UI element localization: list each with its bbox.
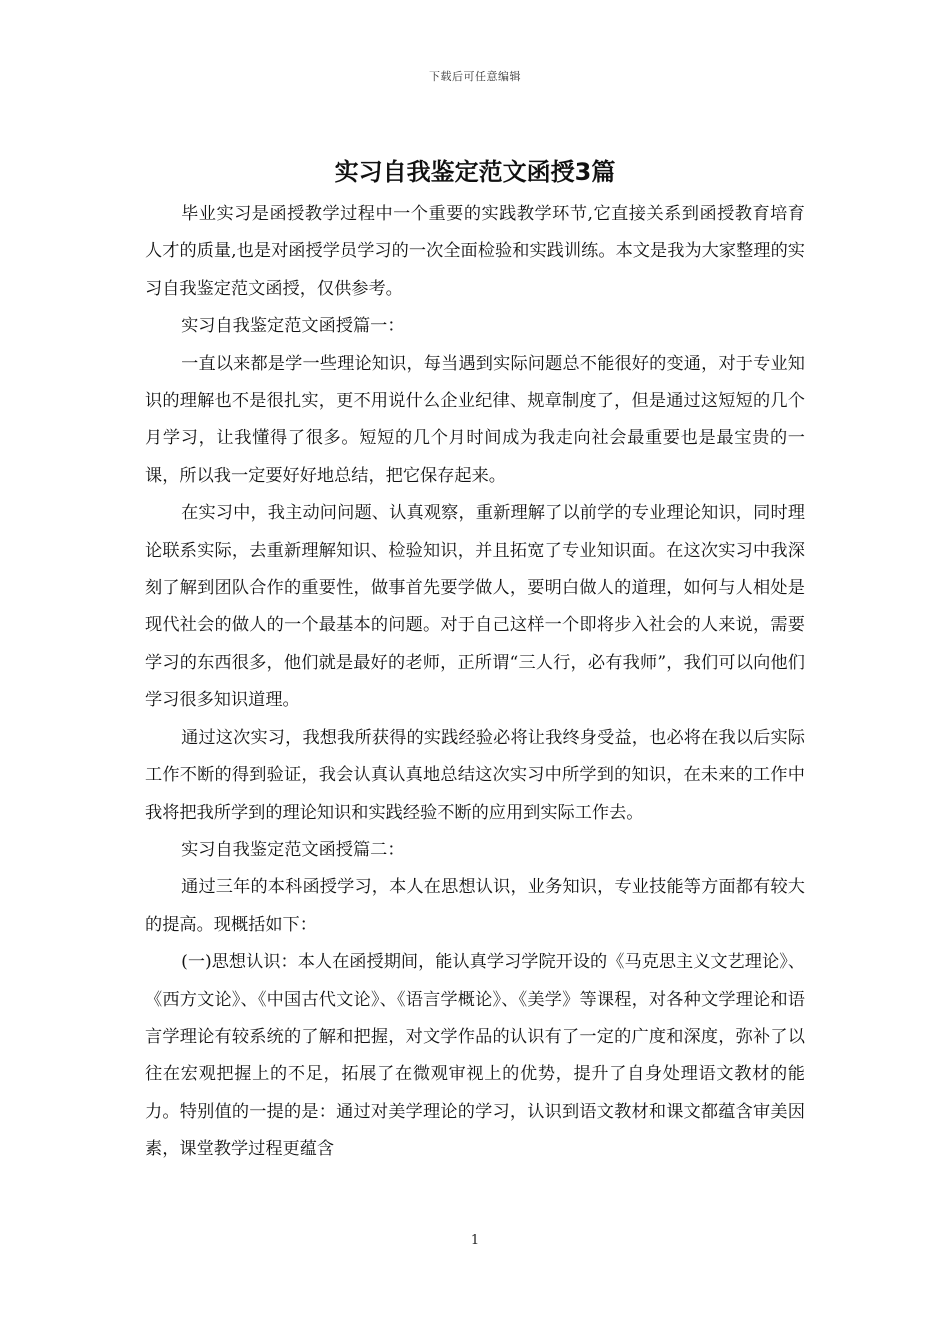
paragraph-intro: 毕业实习是函授教学过程中一个重要的实践教学环节,它直接关系到函授教育培育人才的质量,也是对函授学员学习的一次全面检验和实践训练。本文是我为大家整理的实习自我鉴定范文函授，仅供参考。 — [145, 204, 805, 299]
header-note: 下载后可任意编辑 — [429, 70, 521, 83]
paragraph: 在实习中，我主动问问题、认真观察，重新理解了以前学的专业理论知识，同时理论联系实际，去重新理解知识、检验知识，并且拓宽了专业知识面。在这次实习中我深刻了解到团队合作的重要性，做事首先要学做人，要明白做人的道理，如何与人相处是现代社会的做人的一个最基本的问题。对于自己这样一个即将步入社会的人来说，需要学习的东西很多，他们就是最好的老师，正所谓“三人行，必有我师”，我们可以向他们学习很多知识道理。 — [145, 503, 805, 711]
page-number: 1 — [470, 1233, 480, 1248]
section-heading-1: 实习自我鉴定范文函授篇一： — [181, 316, 405, 337]
paragraph: 一直以来都是学一些理论知识，每当遇到实际问题总不能很好的变通，对于专业知识的理解也不是很扎实，更不用说什么企业纪律、规章制度了，但是通过这短短的几个月学习，让我懂得了很多。短短的几个月时间成为我走向社会最重要也是最宝贵的一课，所以我一定要好好地总结，把它保存起来。 — [145, 353, 805, 486]
paragraph: 通过三年的本科函授学习，本人在思想认识，业务知识，专业技能等方面都有较大的提高。现概括如下： — [145, 877, 805, 935]
document-title: 实习自我鉴定范文函授3篇 — [334, 158, 616, 186]
section-heading-2: 实习自我鉴定范文函授篇二： — [181, 839, 405, 860]
document-body — [145, 196, 805, 1169]
paragraph: (一)思想认识：本人在函授期间，能认真学习学院开设的《马克思主义文艺理论》、《西方文论》、《中国古代文论》、《语言学概论》、《美学》等课程，对各种文学理论和语言学理论有较系统的了解和把握，对文学作品的认识有了一定的广度和深度，弥补了以往在宏观把握上的不足，拓展了在微观审视上的优势，提升了自身处理语文教材的能力。特别值的一提的是：通过对美学理论的学习，认识到语文教材和课文都蕴含审美因素，课堂教学过程更蕴含 — [145, 952, 805, 1160]
paragraph: 通过这次实习，我想我所获得的实践经验必将让我终身受益，也必将在我以后实际工作不断的得到验证，我会认真认真地总结这次实习中所学到的知识，在未来的工作中我将把我所学到的理论知识和实践经验不断的应用到实际工作去。 — [145, 727, 805, 823]
